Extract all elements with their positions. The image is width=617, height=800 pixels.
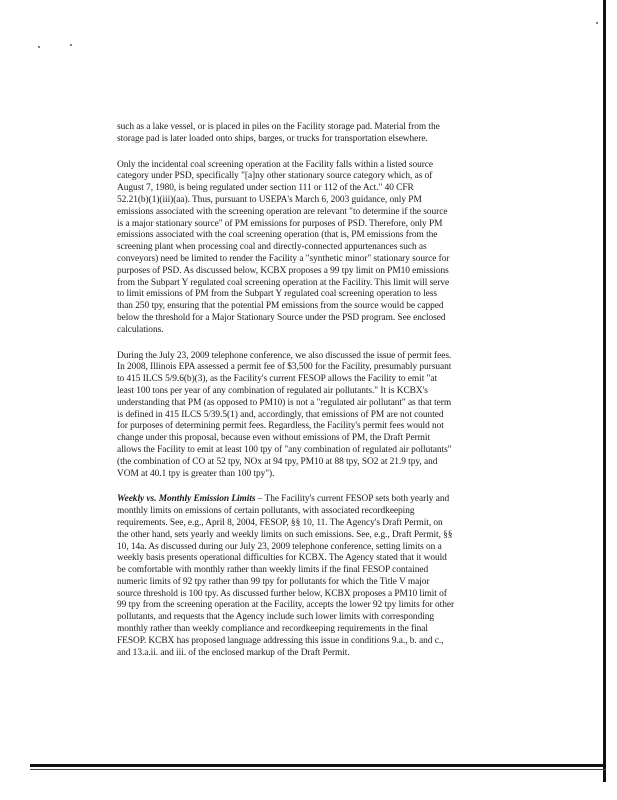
paragraph-storage: such as a lake vessel, or is placed in piles on the Facility storage pad. Material from the storage pad is later loaded onto ships, barges, or trucks for transportation elsewhere. — [117, 122, 440, 144]
scan-edge-bottom-shadow — [30, 769, 606, 770]
scan-edge-right — [603, 0, 606, 782]
document-body — [117, 122, 529, 671]
scan-speck — [596, 22, 598, 24]
paragraph-permit-fees: During the July 23, 2009 telephone conference, we also discussed the issue of permit fees. In 2008, Illinois EPA assessed a permit fee of $3,500 for the Facility, presumably pursuant to 415 ILCS 5/9.6(b)(3), as the Facility's current FESOP allows the Facility to emit "at least 100 tons per year of any combination of regulated air pollutants." It is KCBX's understanding that PM (as opposed to PM10) is not a "regulated air pollutant" as that term is defined in 415 ILCS 5/39.5(1) and, accordingly, that emissions of PM are not counted for purposes of determining permit fees. Regardless, the Facility's permit fees would not change under this proposal, because even without emissions of PM, the Draft Permit allows the Facility to emit at least 100 tpy of "any combination of regulated air pollutants" (the combination of CO at 52 tpy, NOx at 94 tpy, PM10 at 88 tpy, SO2 at 21.9 tpy, and VOM at 40.1 tpy is greater than 100 tpy"). — [117, 350, 452, 479]
paragraph-emission-limits — [117, 494, 529, 659]
paragraph-emission-limits-text: – The Facility's current FESOP sets both yearly and monthly limits on emissions of certain pollutants, with associated recordkeeping requirements. See, e.g., April 8, 2004, FESOP, §§ 10, 11. The Agency's Draft Permit, on the other hand, sets yearly and weekly limits on such emissions. See, e.g., Draft Permit, §§ 10, 14a. As discussed during our July 23, 2009 telephone conference, setting limits on a weekly basis presents operational difficulties for KCBX. The Agency stated that it would be comfortable with monthly rather than weekly limits if the final FESOP contained numeric limits of 92 tpy rather than 99 tpy for pollutants for which the Title V major source threshold is 100 tpy. As discussed further below, KCBX proposes a PM10 limit of 99 tpy from the screening operation at the Facility, accepts the lower 92 tpy limits for other pollutants, and requests that the Agency include such lower limits with corresponding monthly rather than weekly compliance and recordkeeping requirements in the final FESOP. KCBX has proposed language addressing this issue in conditions 9.a., b. and c., and 13.a.ii. and iii. of the enclosed markup of the Draft Permit. — [117, 494, 455, 658]
scan-edge-bottom — [30, 764, 606, 767]
scan-speck — [70, 44, 72, 46]
scan-speck — [38, 46, 40, 48]
paragraph-psd-screening: Only the incidental coal screening operation at the Facility falls within a listed source category under PSD, specifically "[a]ny other stationary source category which, as of August 7, 1980, is being regulated under section 111 or 112 of the Act." 40 CFR 52.21(b)(1)(iii)(aa). Thus, pursuant to USEPA's March 6, 2003 guidance, only PM emissions associated with the screening operation are relevant "to determine if the source is a major stationary source" of PM emissions for purposes of PSD. Therefore, only PM emissions associated with the coal screening operation (that is, PM emissions from the screening plant when processing coal and directly-connected appurtenances such as conveyors) need be limited to render the Facility a "synthetic minor" stationary source for purposes of PSD. As discussed below, KCBX proposes a 99 tpy limit on PM10 emissions from the Subpart Y regulated coal screening operation at the Facility. This limit will serve to limit emissions of PM from the Subpart Y regulated coal screening operation to less than 250 tpy, ensuring that the potential PM emissions from the source would be capped below the threshold for a Major Stationary Source under the PSD program. See enclosed calculations. — [117, 159, 450, 335]
section-heading-emission-limits: Weekly vs. Monthly Emission Limits — [117, 494, 256, 505]
